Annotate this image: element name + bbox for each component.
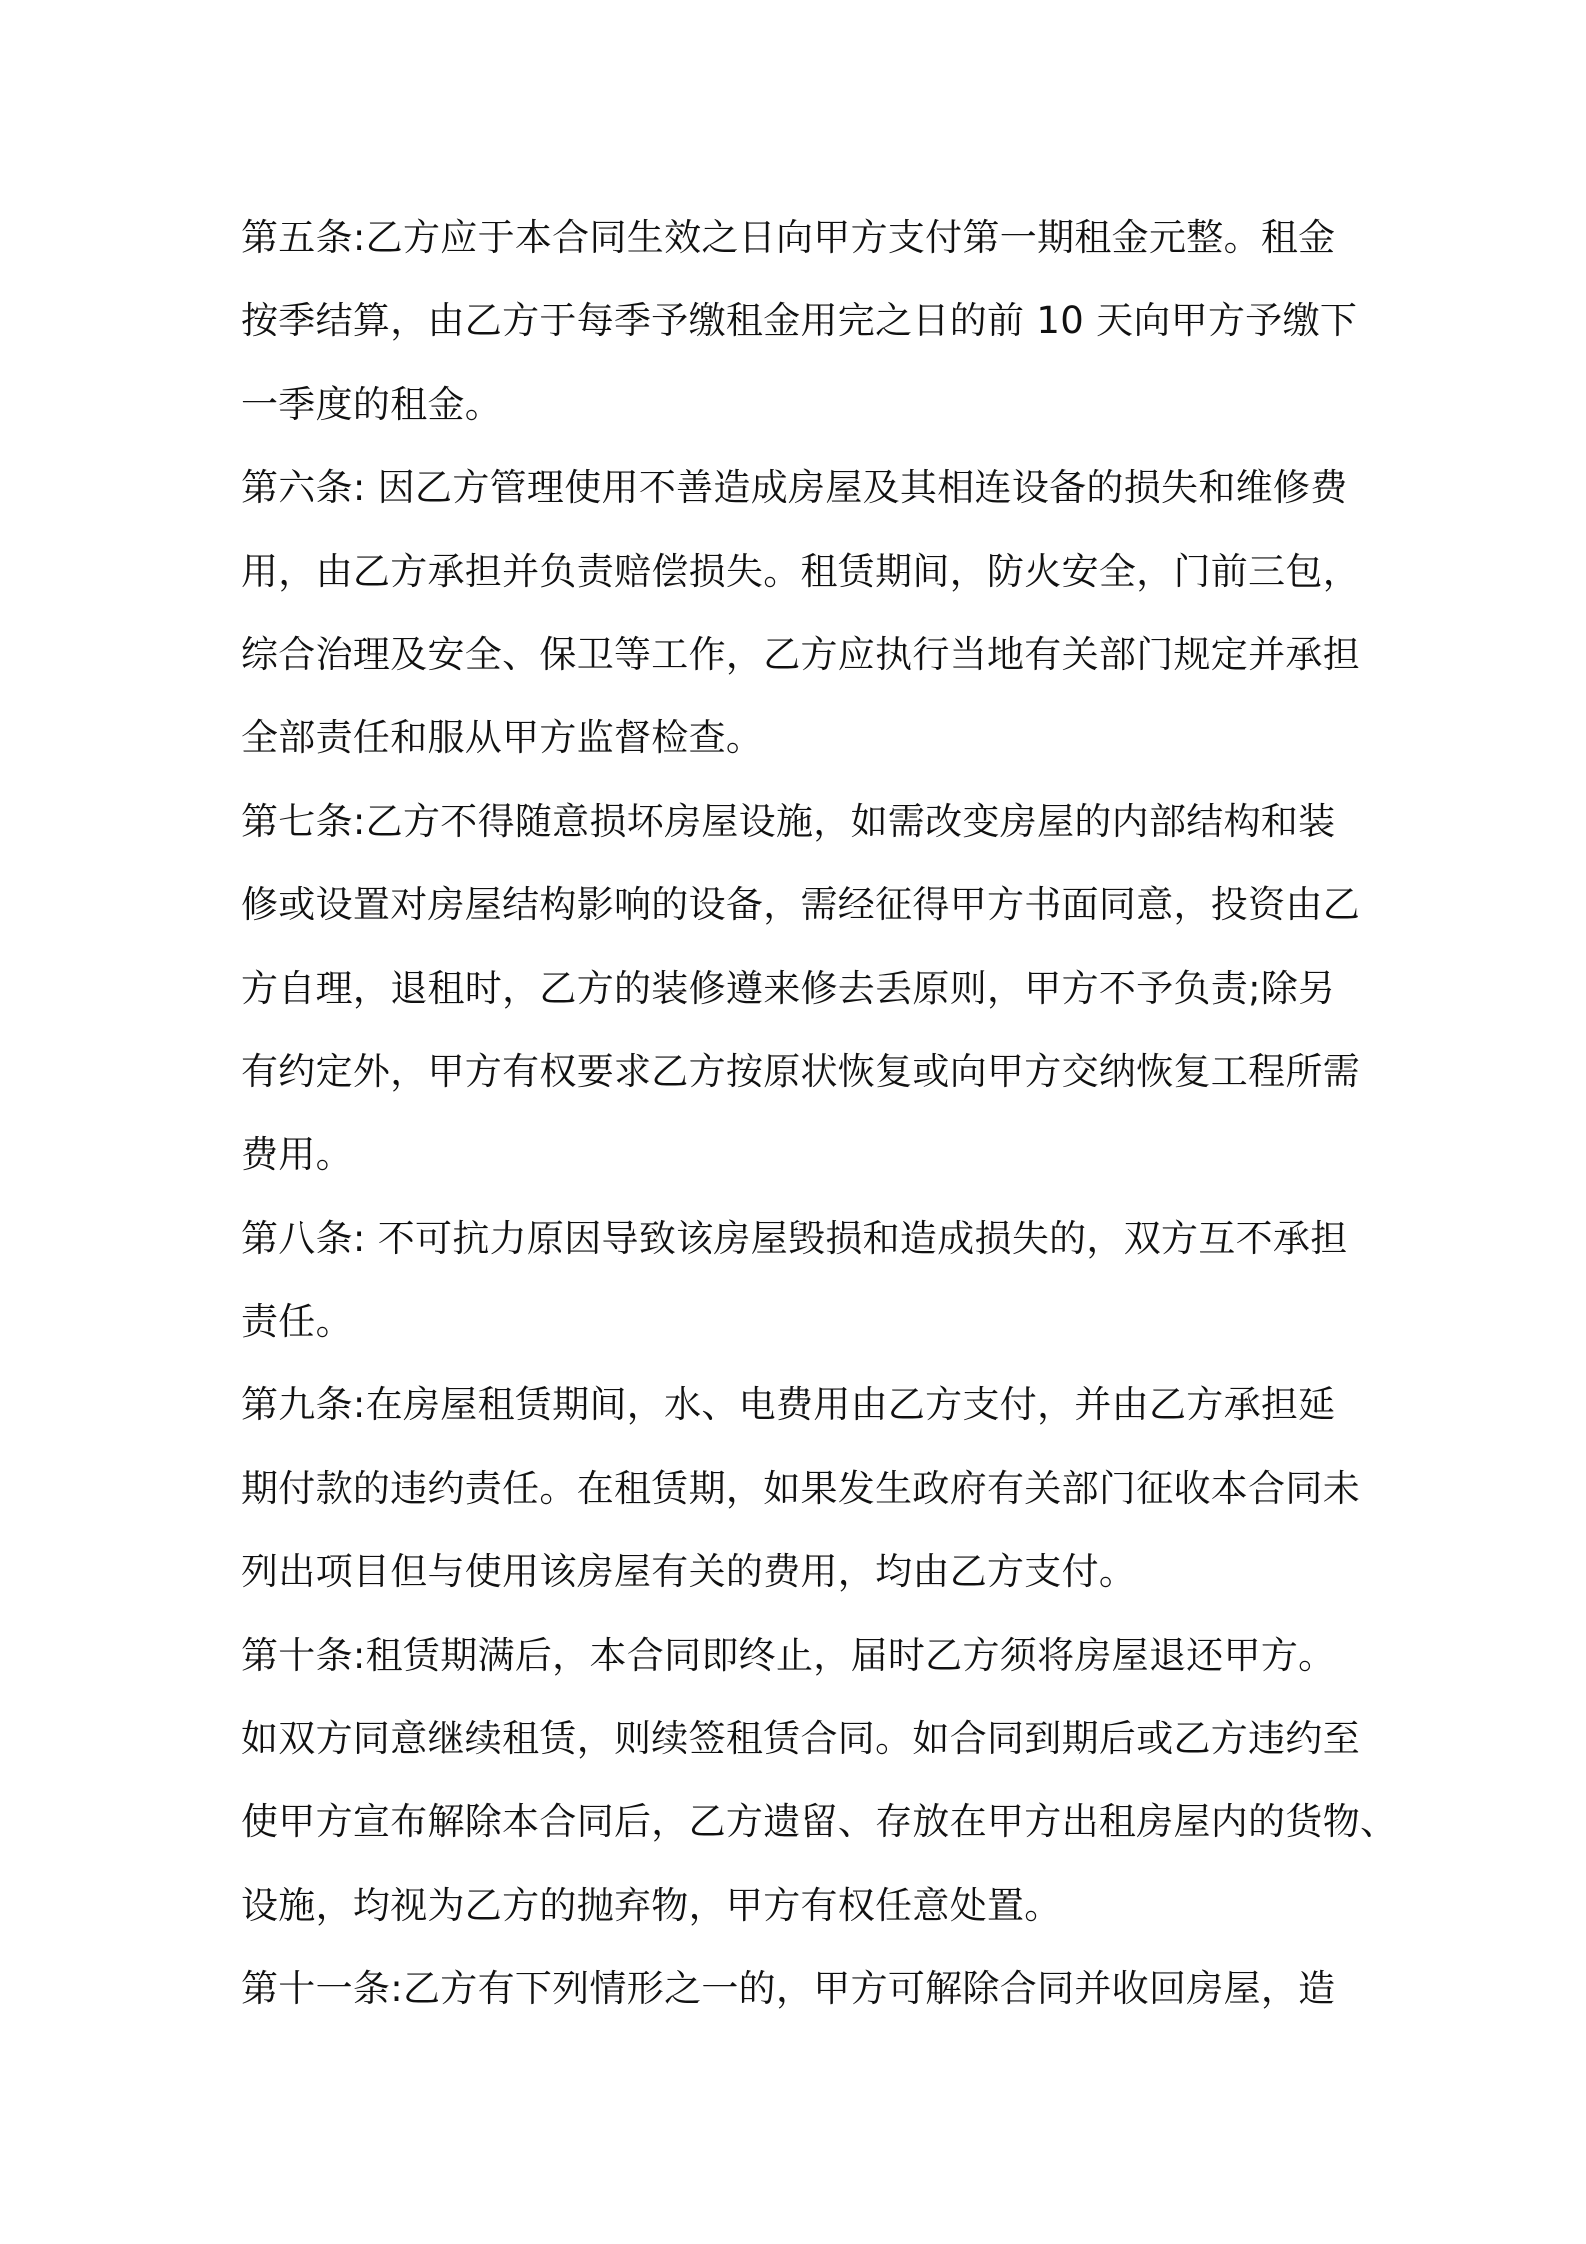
text-line-7: 全部责任和服从甲方监督检查。 (241, 716, 764, 760)
text-line-15: 第九条:在房屋租赁期间，水、电费用由乙方支付，并由乙方承担延 (241, 1383, 1336, 1427)
contract-text-body (241, 196, 1398, 2031)
text-line-21: 设施，均视为乙方的抛弃物，甲方有权任意处置。 (241, 1883, 1062, 1927)
text-line-13: 第八条: 不可抗力原因导致该房屋毁损和造成损失的，双方互不承担 (241, 1216, 1348, 1260)
text-line-16: 期付款的违约责任。在租赁期，如果发生政府有关部门征收本合同未 (241, 1466, 1360, 1510)
text-line-1: 第五条:乙方应于本合同生效之日向甲方支付第一期租金元整。租金 (241, 216, 1336, 259)
text-line-9: 修或设置对房屋结构影响的设备，需经征得甲方书面同意，投资由乙 (241, 883, 1360, 927)
text-line-14: 责任。 (241, 1300, 353, 1344)
text-line-4: 第六条: 因乙方管理使用不善造成房屋及其相连设备的损失和维修费 (241, 466, 1348, 510)
text-line-19: 如双方同意继续租赁，则续签租赁合同。如合同到期后或乙方违约至 (241, 1717, 1360, 1761)
text-line-6: 综合治理及安全、保卫等工作，乙方应执行当地有关部门规定并承担 (241, 632, 1360, 676)
text-line-12: 费用。 (241, 1133, 353, 1177)
text-line-2: 按季结算，由乙方于每季予缴租金用完之日的前 10 天向甲方予缴下 (241, 299, 1358, 343)
text-line-3: 一季度的租金。 (241, 382, 503, 426)
text-line-8: 第七条:乙方不得随意损坏房屋设施，如需改变房屋的内部结构和装 (241, 799, 1336, 843)
text-line-11: 有约定外，甲方有权要求乙方按原状恢复或向甲方交纳恢复工程所需 (241, 1049, 1360, 1093)
text-line-20: 使甲方宣布解除本合同后，乙方遗留、存放在甲方出租房屋内的货物、 (241, 1800, 1398, 1844)
text-line-10: 方自理，退租时，乙方的装修遵来修去丢原则，甲方不予负责;除另 (241, 966, 1336, 1010)
text-line-18: 第十条:租赁期满后，本合同即终止，届时乙方须将房屋退还甲方。 (241, 1633, 1336, 1677)
text-line-5: 用，由乙方承担并负责赔偿损失。租赁期间，防火安全，门前三包， (241, 549, 1360, 593)
text-line-17: 列出项目但与使用该房屋有关的费用，均由乙方支付。 (241, 1550, 1137, 1594)
text-line-22: 第十一条:乙方有下列情形之一的，甲方可解除合同并收回房屋，造 (241, 1967, 1336, 2011)
